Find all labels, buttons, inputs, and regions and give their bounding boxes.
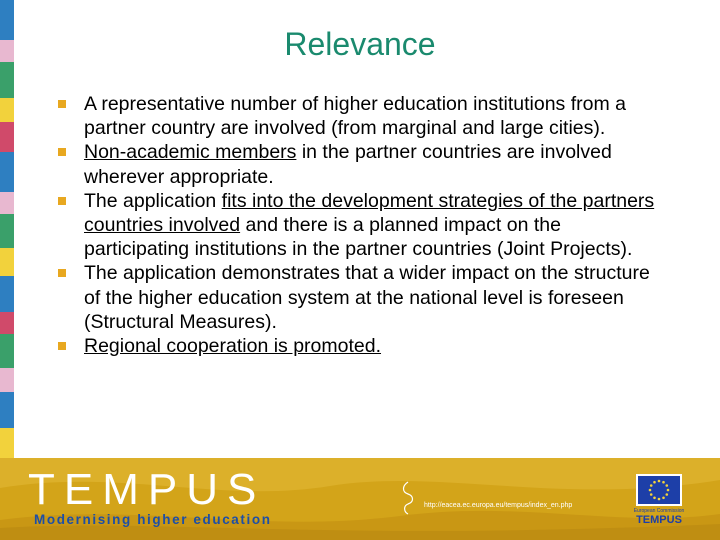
eu-star-icon — [658, 498, 661, 501]
square-bullet-icon — [58, 269, 66, 277]
bullet-emphasis-text: Regional cooperation is promoted. — [84, 335, 382, 358]
bullet-emphasis-text: fits into the development strategies of the partners countries involved — [84, 189, 655, 237]
bullet-item — [56, 92, 666, 140]
bullet-text: A representative number of higher education institutions from a partner country are involved (from marginal and large cities). — [84, 93, 626, 140]
swirl-icon — [398, 478, 418, 518]
square-bullet-icon — [58, 342, 66, 350]
eu-commission-label: European Commission — [633, 508, 685, 514]
bullet-text: and there is a planned impact on the participating institutions in the partner countries (Joint Projects). — [84, 214, 633, 261]
bullet-text: The application demonstrates that a wider impact on the structure of the higher education system at the national level is foreseen (Structural Measures). — [84, 262, 650, 333]
decorative-color-strip — [0, 0, 14, 458]
tempus-url-link[interactable]: http://eacea.ec.europa.eu/tempus/index_en.php — [424, 502, 573, 509]
tempus-tagline: Modernising higher education — [34, 512, 272, 527]
bullet-item — [56, 334, 666, 358]
bullet-item — [56, 261, 666, 334]
eu-star-icon — [665, 493, 668, 496]
bullet-item — [56, 189, 666, 262]
eu-star-icon — [653, 496, 656, 499]
bullet-list — [56, 92, 666, 358]
bullet-text: The application — [84, 189, 222, 212]
bullet-text: in the partner countries are involved wherever appropriate. — [84, 141, 612, 188]
bullet-item — [56, 140, 666, 188]
eu-star-icon — [667, 489, 670, 492]
eu-star-icon — [653, 481, 656, 484]
slide-title: Relevance — [284, 26, 436, 62]
eu-star-icon — [658, 480, 661, 483]
bullet-emphasis-text: Non-academic members — [84, 141, 297, 164]
eu-star-icon — [665, 484, 668, 487]
square-bullet-icon — [58, 197, 66, 205]
eu-commission-logo — [630, 472, 688, 530]
square-bullet-icon — [58, 148, 66, 156]
tempus-logo-text: TEMPUS — [28, 465, 266, 514]
eu-star-icon — [650, 484, 653, 487]
eu-flag-icon — [636, 474, 682, 506]
eu-stars-icon — [638, 476, 680, 504]
footer-banner — [0, 458, 720, 540]
eu-star-icon — [662, 481, 665, 484]
eu-star-icon — [662, 496, 665, 499]
square-bullet-icon — [58, 100, 66, 108]
eu-star-icon — [650, 493, 653, 496]
eu-star-icon — [649, 489, 652, 492]
eu-tempus-label: TEMPUS — [636, 514, 682, 526]
